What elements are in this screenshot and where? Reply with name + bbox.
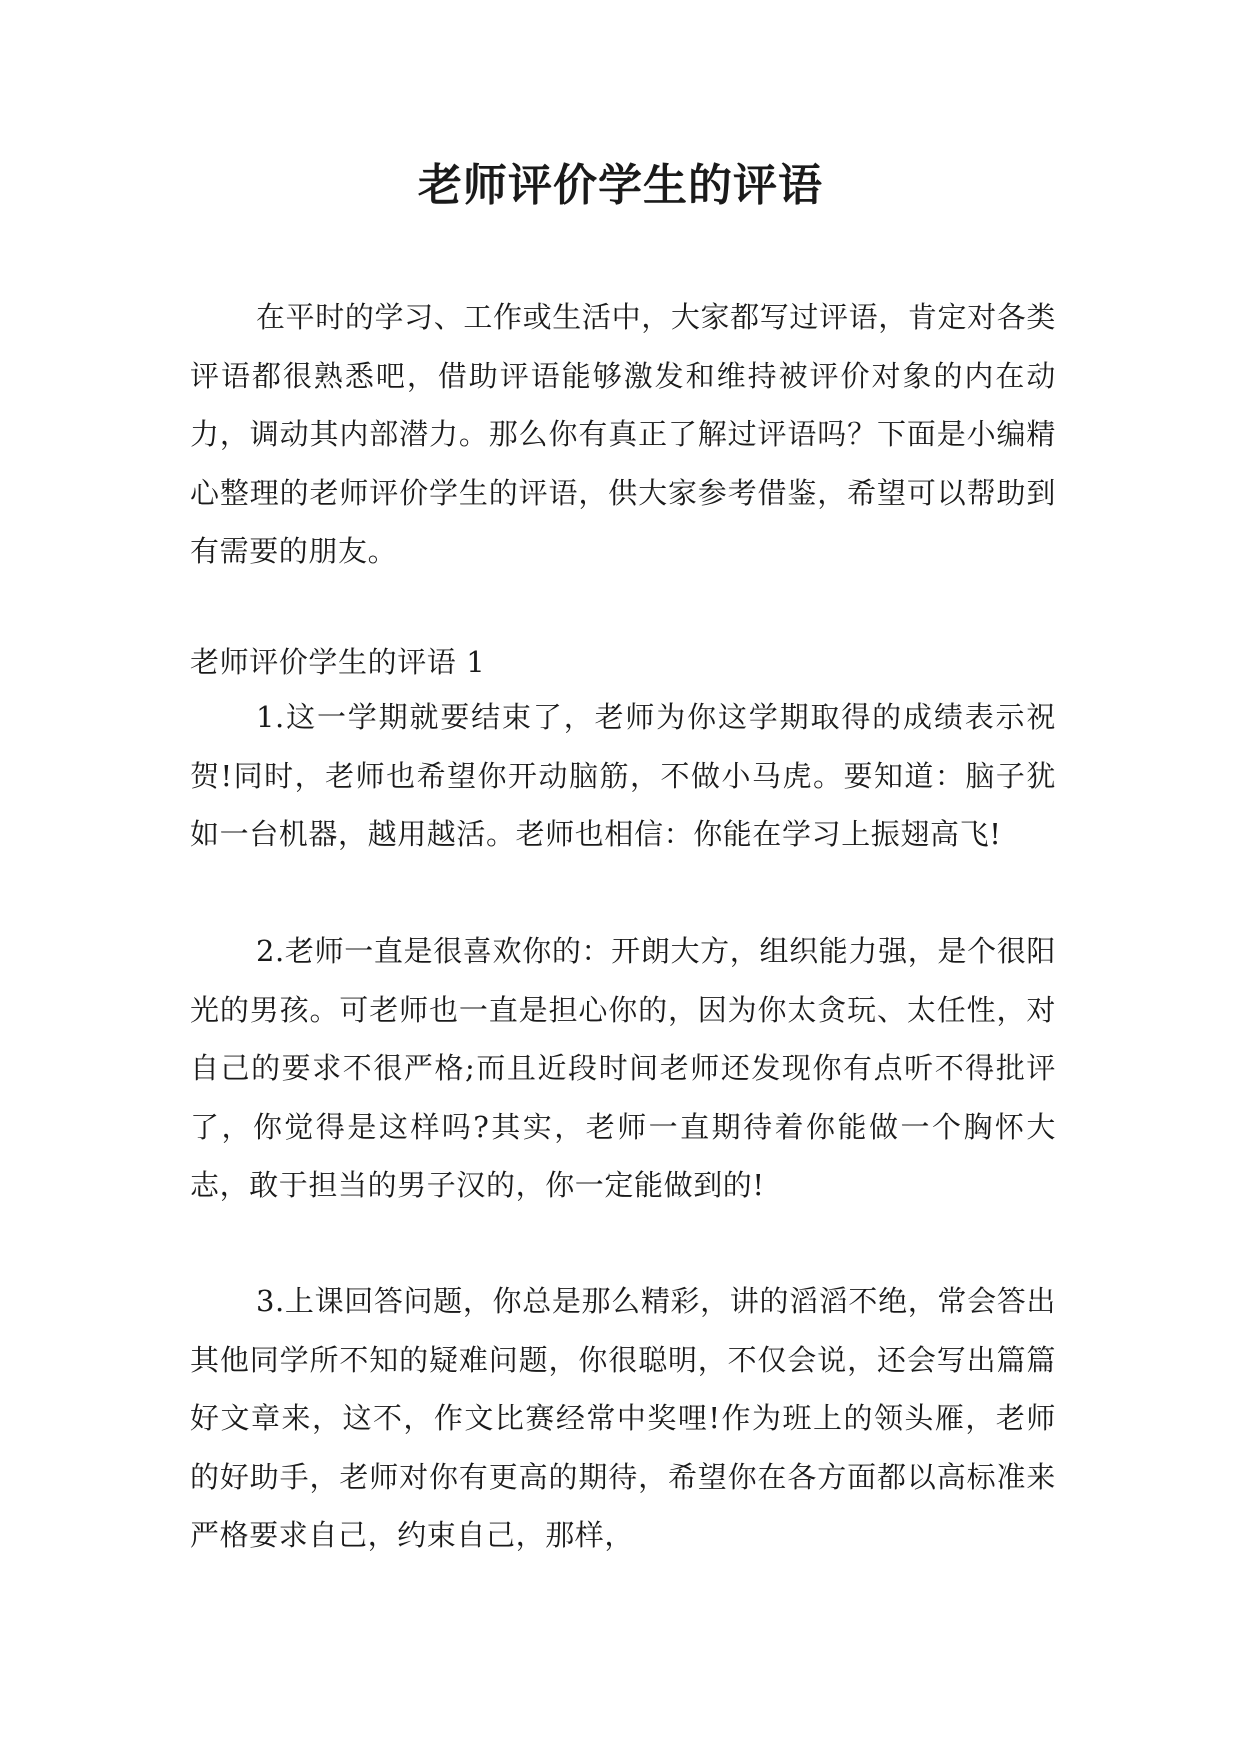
comment-item-1: 1.这一学期就要结束了，老师为你这学期取得的成绩表示祝贺!同时，老师也希望你开动脑筋，不做小马虎。要知道：脑子犹如一台机器，越用越活。老师也相信：你能在学习上振翅高飞! bbox=[190, 700, 1056, 851]
comment-item-2: 2.老师一直是很喜欢你的：开朗大方，组织能力强，是个很阳光的男孩。可老师也一直是担心你的，因为你太贪玩、太任性，对自己的要求不很严格;而且近段时间老师还发现你有点听不得批评了，你觉得是这样吗?其实，老师一直期待着你能做一个胸怀大志，敢于担当的男子汉的，你一定能做到的! bbox=[190, 934, 1056, 1202]
intro-paragraph: 在平时的学习、工作或生活中，大家都写过评语，肯定对各类评语都很熟悉吧，借助评语能够激发和维持被评价对象的内在动力，调动其内部潜力。那么你有真正了解过评语吗？下面是小编精心整理的老师评价学生的评语，供大家参考借鉴，希望可以帮助到有需要的朋友。 bbox=[190, 300, 1056, 568]
document-title: 老师评价学生的评语 bbox=[418, 160, 823, 211]
comment-item-3: 3.上课回答问题，你总是那么精彩，讲的滔滔不绝，常会答出其他同学所不知的疑难问题，你很聪明，不仅会说，还会写出篇篇好文章来，这不，作文比赛经常中奖哩!作为班上的领头雁，老师的好助手，老师对你有更高的期待，希望你在各方面都以高标准来严格要求自己，约束自己，那样， bbox=[190, 1284, 1056, 1552]
section-heading: 老师评价学生的评语 1 bbox=[190, 645, 486, 679]
